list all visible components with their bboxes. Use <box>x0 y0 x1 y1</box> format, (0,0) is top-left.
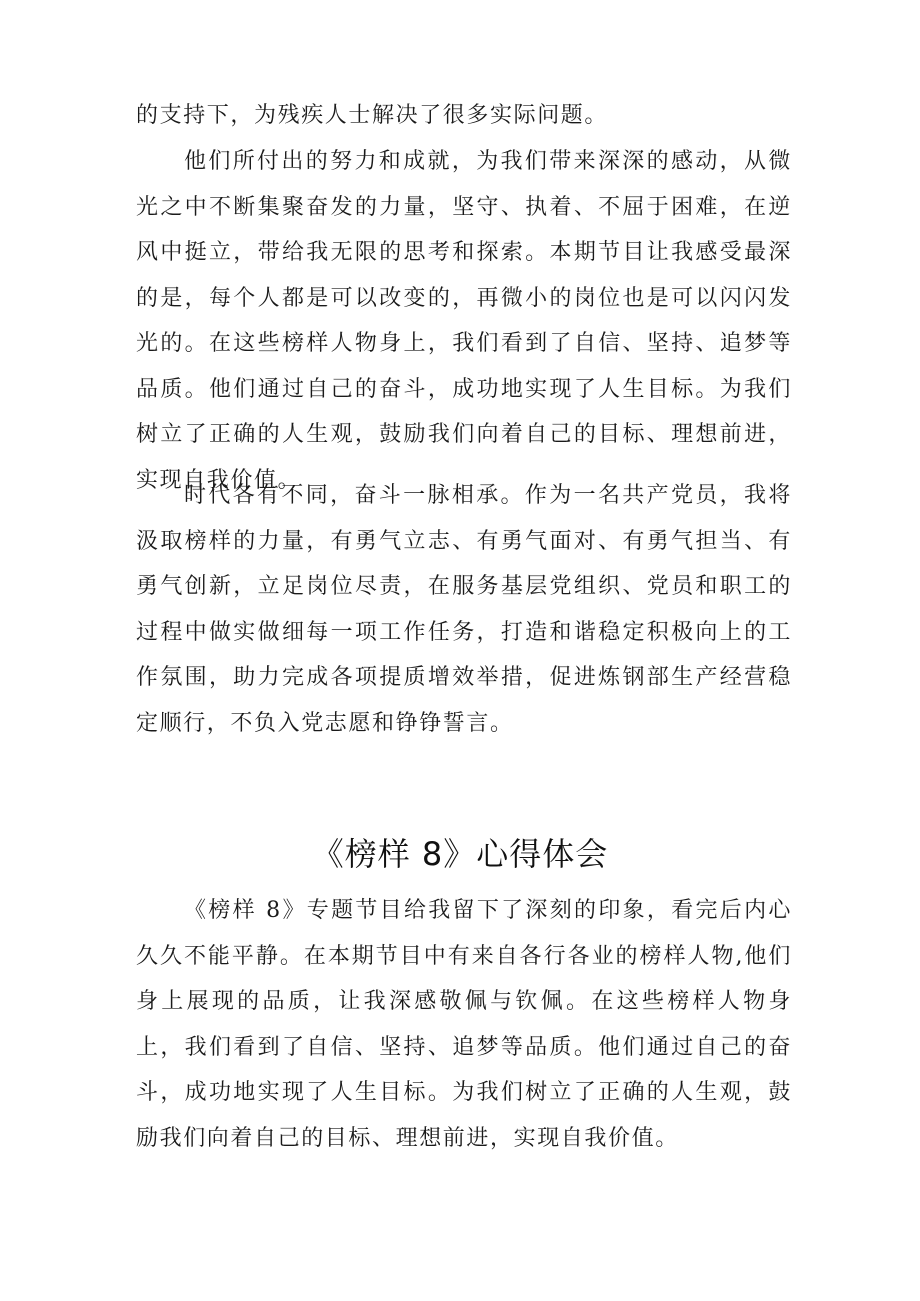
section-title: 《榜样 8》心得体会 <box>311 835 609 873</box>
paragraph-section-body: 《榜样 8》专题节目给我留下了深刻的印象，看完后内心久久不能平静。在本期节目中有来自各行各业的榜样人物,他们身上展现的品质，让我深感敬佩与钦佩。在这些榜样人物身上，我们看到了自信、坚持、追梦等品质。他们通过自己的奋斗，成功地实现了人生目标。为我们树立了正确的人生观，鼓励我们向着自己的目标、理想前进，实现自我价值。 <box>136 898 792 1151</box>
paragraph-reflection: 他们所付出的努力和成就，为我们带来深深的感动，从微光之中不断集聚奋发的力量，坚守、执着、不屈于困难，在逆风中挺立，带给我无限的思考和探索。本期节目让我感受最深的是，每个人都是可以改变的，再微小的岗位也是可以闪闪发光的。在这些榜样人物身上，我们看到了自信、坚持、追梦等品质。他们通过自己的奋斗，成功地实现了人生目标。为我们树立了正确的人生观，鼓励我们向着自己的目标、理想前进，实现自我价值。 <box>136 149 792 493</box>
paragraph-commitment: 时代各有不同，奋斗一脉相承。作为一名共产党员，我将汲取榜样的力量，有勇气立志、有勇气面对、有勇气担当、有勇气创新，立足岗位尽责，在服务基层党组织、党员和职工的过程中做实做细每一项工作任务，打造和谐稳定积极向上的工作氛围，助力完成各项提质增效举措，促进炼钢部生产经营稳定顺行，不负入党志愿和铮铮誓言。 <box>136 483 792 736</box>
paragraph-continuation: 的支持下，为残疾人士解决了很多实际问题。 <box>136 103 609 128</box>
